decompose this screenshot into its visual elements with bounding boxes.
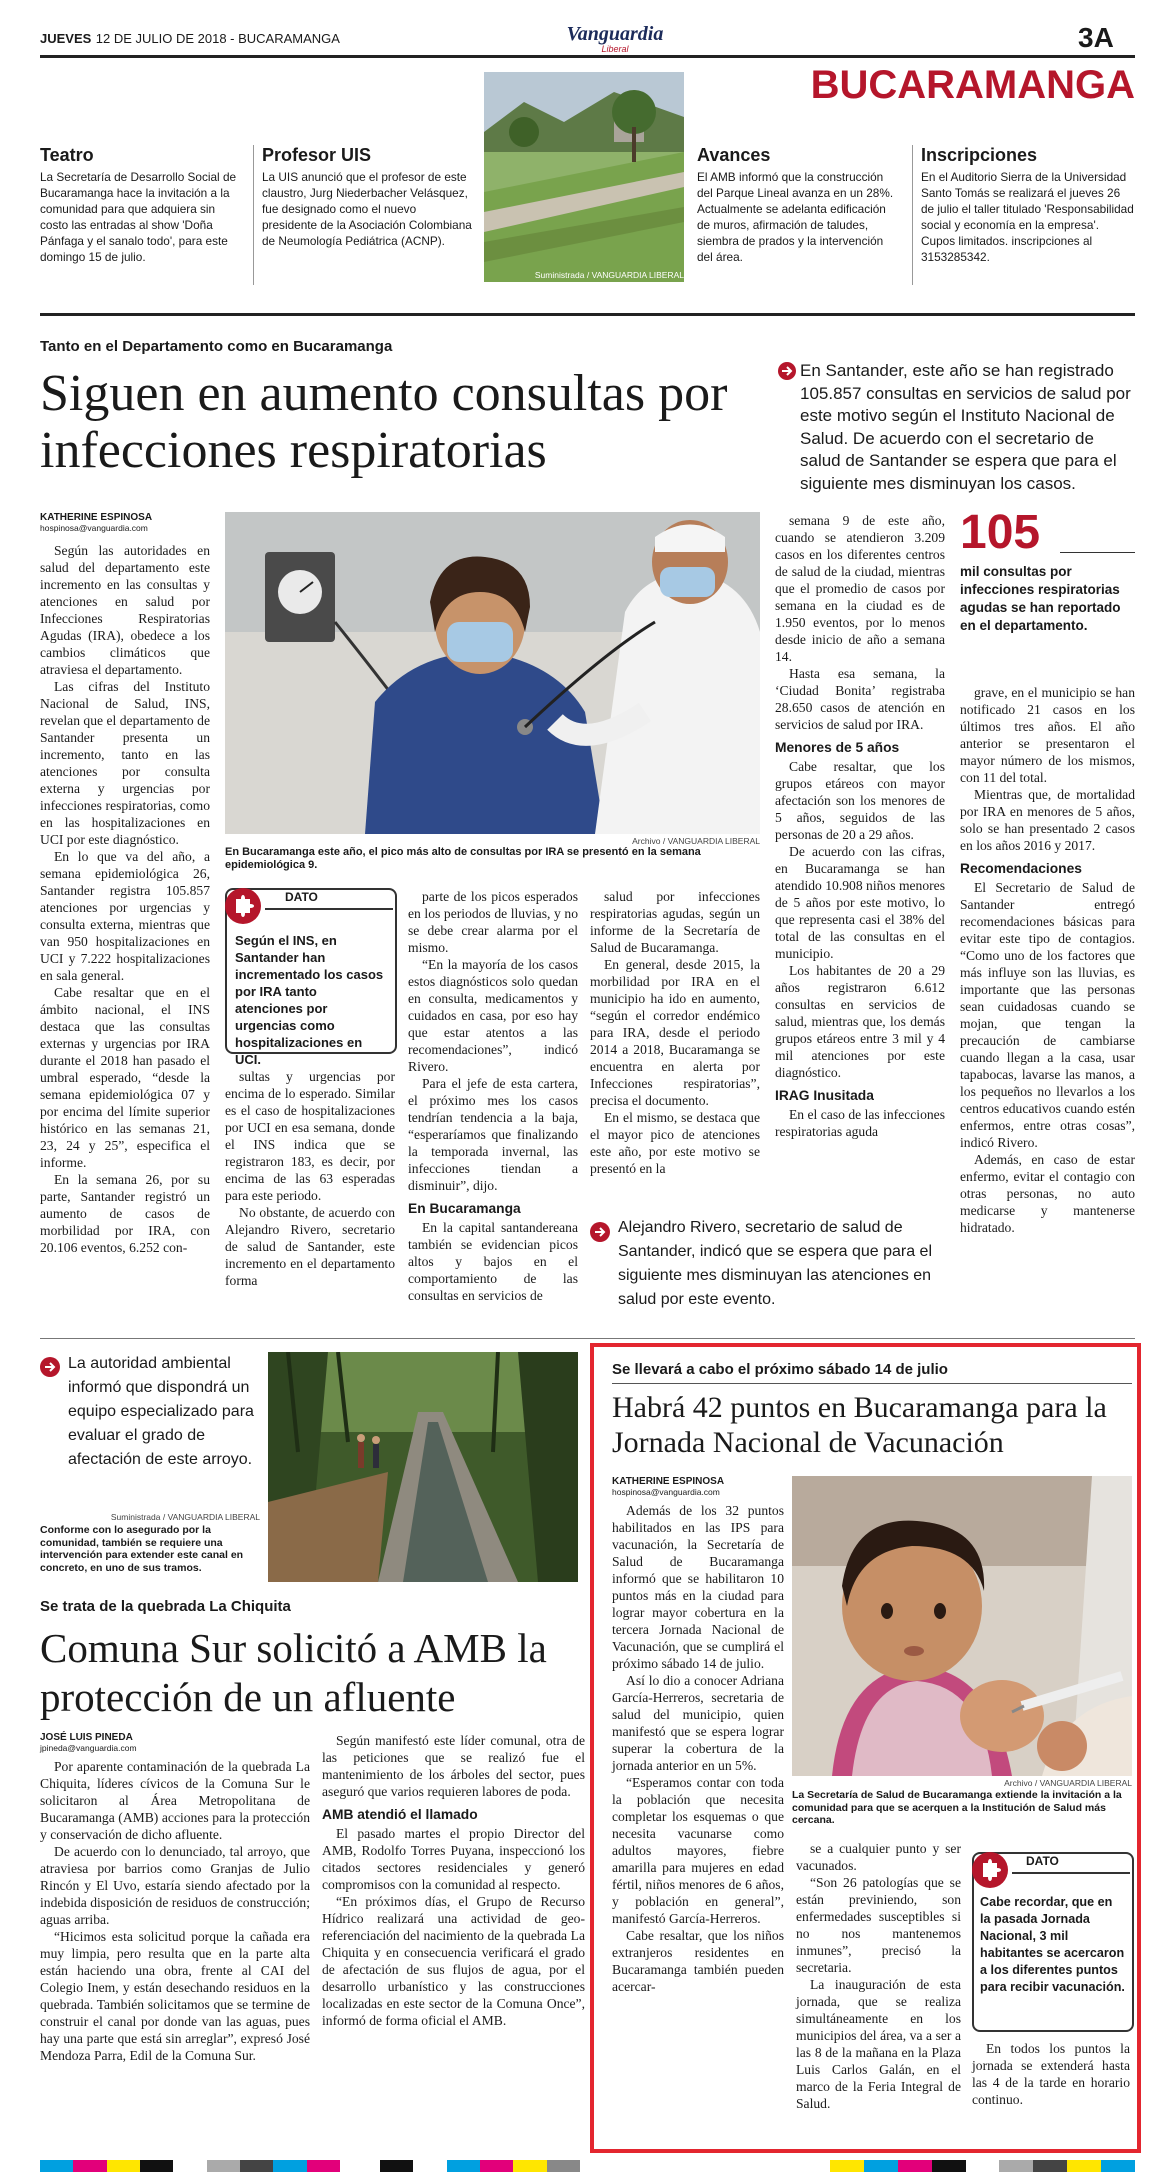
main-col-3 bbox=[408, 888, 578, 1304]
quote-arrow-icon bbox=[590, 1222, 610, 1242]
paragraph: De acuerdo con lo denunciado, tal arroyo, que atraviesa por barrios como Granjas de Julio Rincón y El Uvo, estaría siendo afectado por la indebida disposición de residuos de construcción; aguas arriba. bbox=[40, 1844, 310, 1927]
paragraph: Para el jefe de esta cartera, el próximo mes los casos tendrían tendencia a la baja, “esperaríamos que finalizando la temporada invernal, las infecciones tiendan a disminuir”, dijo. bbox=[408, 1076, 578, 1193]
registration-bar-left bbox=[40, 2160, 340, 2172]
comuna-kicker: Se trata de la quebrada La Chiquita bbox=[40, 1598, 291, 1615]
comuna-highlight: La autoridad ambiental informó que dispondrá un equipo especializado para evaluar el grado de afectación de este arroyo. bbox=[68, 1355, 254, 1468]
subhead-recomendaciones: Recomendaciones bbox=[960, 861, 1082, 876]
brief-text: En el Auditorio Sierra de la Universidad Santo Tomás se realizará el jueves 26 de julio el taller titulado 'Responsabilidad social y economía en la empresa'. Cupos limitados. inscripciones al 3153285342. bbox=[921, 170, 1134, 264]
paragraph: En el caso de las infecciones respiratorias aguda bbox=[775, 1107, 945, 1139]
main-col-4 bbox=[590, 888, 760, 1177]
main-photo-credit: Archivo / VANGUARDIA LIBERAL bbox=[632, 836, 760, 846]
vacuna-photo bbox=[792, 1476, 1132, 1776]
brief-text: El AMB informó que la construcción del Parque Lineal avanza en un 28%. Actualmente se adelanta edificación de muros, afirmación de taludes, siembra de prados y la intervención del área. bbox=[697, 170, 894, 264]
paragraph: Cabe resaltar, que los grupos etáreos con mayor afectación son los menores de 5 años, seguidos de las personas de 20 a 29 años. bbox=[775, 759, 945, 842]
byline-name: KATHERINE ESPINOSA bbox=[40, 512, 153, 523]
paragraph: Las cifras del Instituto Nacional de Salud, INS, revelan que el departamento de Santander presenta un incremento, tanto en las atenciones por consulta externa y urgencias por infecciones respiratorias, como en las hospitalizaciones en UCI por este diagnóstico. bbox=[40, 679, 210, 847]
dato-puzzle-icon bbox=[972, 1852, 1008, 1888]
stat-rule bbox=[1060, 552, 1135, 553]
dato-text: Cabe recordar, que en la pasada Jornada Nacional, 3 mil habitantes se acercaron a los diferentes puntos para recibir vacunación. bbox=[980, 1895, 1125, 1994]
paragraph: En la capital santandereana también se evidencian picos altos y bajos en el comportamiento de las consultas en servicios de bbox=[408, 1220, 578, 1303]
paragraph: En todos los puntos la jornada se extenderá hasta las 4 de la tarde en horario continuo. bbox=[972, 2041, 1130, 2107]
comuna-photo-image bbox=[268, 1352, 578, 1582]
briefs-rule bbox=[40, 313, 1135, 316]
main-col-5 bbox=[775, 512, 945, 1140]
main-dato-box bbox=[225, 888, 397, 1067]
comuna-col-1 bbox=[40, 1758, 310, 2064]
vacuna-kicker-rule bbox=[612, 1383, 1132, 1384]
subhead-irag: IRAG Inusitada bbox=[775, 1088, 874, 1103]
comuna-photo bbox=[268, 1352, 578, 1582]
stat-text: mil consultas por infecciones respiratorias agudas se han reportado en el departamento. bbox=[960, 564, 1121, 633]
byline-name: JOSÉ LUIS PINEDA bbox=[40, 1732, 133, 1743]
paragraph: Además, en caso de estar enfermo, evitar el contagio con otras personas, no auto medicarse y mantenerse hidratado. bbox=[960, 1152, 1135, 1235]
page-number: 3A bbox=[1078, 22, 1114, 53]
main-col-2 bbox=[225, 1068, 395, 1289]
section-title: BUCARAMANGA bbox=[810, 63, 1135, 107]
vacuna-headline: Habrá 42 puntos en Bucaramanga para la Jornada Nacional de Vacunación bbox=[612, 1391, 1107, 1459]
comuna-arrow-icon bbox=[40, 1357, 60, 1377]
paragraph: semana 9 de este año, cuando se atendieron 3.209 casos en los diferentes centros de salud de la ciudad, mientras que el promedio de casos por semana en la ciudad es de 1.950 eventos, por lo menos desde inicio de año a semana 14. bbox=[775, 513, 945, 664]
paragraph: salud por infecciones respiratorias agudas, según un informe de la Secretaría de Salud de Bucaramanga. bbox=[590, 889, 760, 955]
paragraph: Mientras que, de mortalidad por IRA en menores de 5 años, solo se han presentado 2 casos en los años 2016 y 2017. bbox=[960, 787, 1135, 853]
vacuna-col-3-text bbox=[972, 2040, 1130, 2108]
main-col-5-text bbox=[775, 512, 945, 733]
comuna-byline bbox=[40, 1732, 240, 1754]
brief-teatro bbox=[40, 145, 245, 265]
dato-text: Según el INS, en Santander han incrementado los casos por IRA tanto atenciones por urgencias como hospitalizaciones en UCI. bbox=[235, 933, 384, 1067]
comuna-col-1-text bbox=[40, 1758, 310, 2064]
paragraph: “En la mayoría de los casos estos diagnósticos solo quedan en consulta, medicamentos y cuidados en casa, por eso hay que estar atentos a las recomendaciones”, indicó Rivero. bbox=[408, 957, 578, 1074]
vacuna-byline bbox=[612, 1476, 782, 1498]
dato-puzzle-icon bbox=[225, 888, 261, 924]
vacuna-dato-box bbox=[972, 1852, 1134, 2032]
paragraph: En el mismo, se destaca que el mayor pico de atenciones este año, por este motivo se presentó en la bbox=[590, 1110, 760, 1176]
byline-name: KATHERINE ESPINOSA bbox=[612, 1476, 725, 1487]
paragraph: El Secretario de Salud de Santander entregó recomendaciones básicas para evitar este tipo de contagios. “Como uno de los factores que más influye son las lluvias, es importante que las personas sean cuidadosas cuando se mojan, que tengan la precaución de cambiarse cuando llegan a la casa, usar tapabocas, lavarse las manos, a los pequeños no llevarlos a los centros educativos cuando estén enfermos, entre otras cosas”, indicó Rivero. bbox=[960, 880, 1135, 1150]
header-rule bbox=[40, 55, 1135, 58]
logo-sub: Liberal bbox=[601, 44, 629, 54]
subhead-menores: Menores de 5 años bbox=[775, 740, 900, 755]
brief-title: Avances bbox=[697, 145, 771, 165]
main-col-1-text bbox=[40, 542, 210, 1256]
vacuna-kicker: Se llevará a cabo el próximo sábado 14 de julio bbox=[612, 1361, 948, 1378]
section-rule bbox=[40, 1338, 1135, 1339]
paragraph: Cabe resaltar que en el ámbito nacional, el INS destaca que las consultas externas y urgencias por IRA durante el 2018 han pasado el umbral esperado, “desde la semana epidemiológica 07 y por encima del límite superior histórico en las semanas 21, 23, 24 y 25”, especifica el informe. bbox=[40, 985, 210, 1170]
paragraph: “Son 26 patologías que se están previniendo, son enfermedades susceptibles si no nos mantenemos inmunes”, precisó la secretaria. bbox=[796, 1875, 961, 1975]
vacuna-col-1-text bbox=[612, 1502, 784, 1995]
comuna-photo-caption: Conforme con lo asegurado por la comunidad, también se requiere una intervención para extender este canal en concreto, en uno de sus tramos. bbox=[40, 1524, 244, 1574]
paragraph: parte de los picos esperados en los periodos de lluvias, y no se debe crear alarma por el mismo. bbox=[408, 889, 578, 955]
park-photo-image bbox=[484, 72, 684, 282]
paragraph: grave, en el municipio se han notificado 21 casos en los últimos tres años. El año anterior se presentaron el mayor número de los mismos, con 11 del total. bbox=[960, 685, 1135, 785]
stat-number: 105 bbox=[960, 506, 1041, 559]
main-col-3b-text bbox=[408, 1219, 578, 1304]
brief-title: Teatro bbox=[40, 145, 94, 165]
main-col-4-text bbox=[590, 888, 760, 1177]
main-col-6 bbox=[960, 684, 1135, 1236]
vacuna-col-3 bbox=[972, 2040, 1130, 2108]
main-col-6-text bbox=[960, 684, 1135, 854]
paragraph: “En próximos días, el Grupo de Recurso Hídrico realizará una actividad de geo-referenciación del nacimiento de la quebrada La Chiquita y en consecuencia verificará el grado de afectación de sus flujos de agua, por el desarrollo urbanístico y las construcciones localizadas en este sector de la Comuna Once”, informó de forma oficial el AMB. bbox=[322, 1894, 585, 2028]
paragraph: En general, desde 2015, la morbilidad por IRA en el municipio ha ido en aumento, “según el corredor endémico para IRA, desde el periodo 2014 a 2018, Bucaramanga se encuentra en alerta por Infecciones respiratorias”, precisa el documento. bbox=[590, 957, 760, 1108]
paragraph: “Hicimos esta solicitud porque la cañada era muy limpia, pero resulta que en la parte alta están haciendo una obra, frente al CAI del Colegio Inem, y están desechando residuos en la quebrada. También solicitamos que se termine de construir el canal por donde van las aguas, pues hay una parte que está sin arreglar”, expresó José Mendoza Parra, Edil de la Comuna Sur. bbox=[40, 1929, 310, 2063]
main-byline bbox=[40, 512, 200, 534]
paragraph: Por aparente contaminación de la quebrada La Chiquita, líderes cívicos de la Comuna Sur le solicitaron al Área Metropolitana de Bucaramanga (AMB) acciones para la protección y conservación de dicho afluente. bbox=[40, 1759, 310, 1842]
main-col-6b-text bbox=[960, 879, 1135, 1236]
header-date: 12 DE JULIO DE 2018 - BUCARAMANGA bbox=[95, 31, 340, 46]
main-col-3-text bbox=[408, 888, 578, 1194]
paragraph: Así lo dio a conocer Adriana García-Herreros, secretaria de salud del municipio, quien manifestó que se espera lograr superar la cobertura de la jornada anterior en un 5%. bbox=[612, 1673, 784, 1773]
arrow-bullet-icon bbox=[778, 362, 796, 380]
paragraph: Según manifestó este líder comunal, otra de las peticiones que se realizó fue el mantenimiento de los árboles del sector, pues aseguró que varios requieren labores de poda. bbox=[322, 1733, 585, 1799]
vacuna-col-2-text bbox=[796, 1840, 961, 2112]
comuna-headline: Comuna Sur solicitó a AMB la protección de un afluente bbox=[40, 1625, 547, 1720]
main-photo bbox=[225, 512, 760, 834]
header-day: JUEVES bbox=[40, 31, 92, 46]
subhead-amb: AMB atendió el llamado bbox=[322, 1807, 478, 1822]
paragraph: Hasta esa semana, la ‘Ciudad Bonita’ registraba 28.650 casos de atención en servicios de salud por IRA. bbox=[775, 666, 945, 732]
brief-title: Profesor UIS bbox=[262, 145, 372, 165]
main-headline: Siguen en aumento consultas por infecciones respiratorias bbox=[40, 365, 728, 479]
main-summary: En Santander, este año se han registrado 105.857 consultas en servicios de salud por este motivo según el Instituto Nacional de Salud. De acuerdo con el secretario de salud de Santander se espera que para el siguiente mes disminuyan los casos. bbox=[800, 361, 1131, 493]
comuna-col-2 bbox=[322, 1732, 585, 2029]
paragraph: Los habitantes de 20 a 29 años registraron 6.612 consultas en servicios de salud, mientras que, los demás grupos etáreos entre 3 mil y 4 mil atenciones por este diagnóstico. bbox=[775, 963, 945, 1080]
masthead-logo bbox=[540, 24, 690, 54]
main-col-5b-text bbox=[775, 758, 945, 1081]
main-col-2-text bbox=[225, 1068, 395, 1289]
park-photo bbox=[484, 72, 684, 282]
vacuna-col-1 bbox=[612, 1502, 784, 1995]
main-quote: Alejandro Rivero, secretario de salud de Santander, indicó que se espera que para el siguiente mes disminuyan las atenciones en salud por este evento. bbox=[618, 1219, 933, 1308]
paragraph: Además de los 32 puntos habilitados en las IPS para vacunación, la Secretaría de Salud de Bucaramanga informó que se habilitaron 10 puntos más en la ciudad para lograr mayor cobertura en la tercera Jornada Nacional de Vacunación, que se cumplirá el próximo sábado 14 de julio. bbox=[612, 1503, 784, 1671]
paragraph: “Esperamos contar con toda la población que necesita completar los esquemas o que necesita vacunarse como adultos mayores, fiebre amarilla para mujeres en edad fértil, niños menores de 6 años, y población en general”, manifestó García-Herreros. bbox=[612, 1775, 784, 1926]
byline-email: hospinosa@vanguardia.com bbox=[612, 1487, 720, 1497]
vacuna-col-2 bbox=[796, 1840, 961, 2112]
paragraph: El pasado martes el propio Director del AMB, Rodolfo Torres Puyana, inspeccionó los citados sectores residenciales y generó compromisos con la comunidad al respecto. bbox=[322, 1826, 585, 1892]
park-photo-credit: Suministrada / VANGUARDIA LIBERAL bbox=[534, 270, 684, 280]
vacuna-photo-credit: Archivo / VANGUARDIA LIBERAL bbox=[1004, 1778, 1132, 1788]
brief-text: La UIS anunció que el profesor de este claustro, Jurg Niederbacher Velásquez, fue designado como el nuevo presidente de la Asociación Colombiana de Neumología Pediátrica (ACNP). bbox=[262, 170, 472, 248]
brief-profesor bbox=[262, 145, 472, 249]
dato-rule bbox=[1012, 1872, 1130, 1874]
registration-bar-middle bbox=[380, 2160, 580, 2172]
vacuna-photo-image bbox=[792, 1476, 1132, 1776]
comuna-col-2-text bbox=[322, 1732, 585, 1800]
dato-label: DATO bbox=[285, 890, 318, 904]
comuna-col-2b-text bbox=[322, 1825, 585, 2029]
logo-main: Vanguardia bbox=[566, 23, 664, 45]
subhead-en-bucaramanga: En Bucaramanga bbox=[408, 1201, 521, 1216]
main-col-5c-text bbox=[775, 1106, 945, 1140]
paragraph: Cabe resaltar, que los niños extranjeros residentes en Bucaramanga también pueden acercar- bbox=[612, 1928, 784, 1994]
dato-rule bbox=[265, 908, 393, 910]
brief-text: La Secretaría de Desarrollo Social de Bucaramanga hace la invitación a la comunidad para que adquiera sin costo las entradas al show 'Doña Pánfaga y el sanalo todo', para este domingo 15 de julio. bbox=[40, 170, 237, 264]
vacuna-photo-caption: La Secretaría de Salud de Bucaramanga extiende la invitación a la comunidad para que se acerquen a la Institución de Salud más cercana. bbox=[792, 1789, 1122, 1826]
dato-label: DATO bbox=[1026, 1854, 1059, 1868]
paragraph: De acuerdo con las cifras, en Bucaramanga se han atendido 10.908 niños menores de 5 años por este motivo, lo que representa casi el 38% del total de las consultas en el municipio. bbox=[775, 844, 945, 961]
paragraph: La inauguración de esta jornada, que se realiza simultáneamente en los municipios del área, va a ser a las 8 de la mañana en la Plaza Luis Carlos Galán, en el marco de la Feria Integral de Salud. bbox=[796, 1977, 961, 2111]
brief-avances bbox=[697, 145, 902, 265]
main-kicker: Tanto en el Departamento como en Bucaramanga bbox=[40, 338, 393, 355]
paragraph: En lo que va del año, a semana epidemiológica 26, Santander registra 105.857 atenciones por urgencias y consulta externa, mientras que van 950 hospitalizaciones en UCI y 7.222 hospitalizaciones en sala general. bbox=[40, 849, 210, 983]
main-photo-caption: En Bucaramanga este año, el pico más alto de consultas por IRA se presentó en la semana epidemiológica 9. bbox=[225, 846, 701, 871]
brief-inscripciones bbox=[921, 145, 1135, 265]
paragraph: sultas y urgencias por encima de lo esperado. Similar es el caso de hospitalizaciones por UCI en esa semana, donde el INS indica que se registraron 183, es decir, por encima de las 63 esperadas para este periodo. bbox=[225, 1069, 395, 1203]
main-photo-image bbox=[225, 512, 760, 834]
paragraph: En la semana 26, por su parte, Santander registró un aumento de casos de morbilidad por IRA, con 20.106 eventos, 6.252 con- bbox=[40, 1172, 210, 1255]
byline-email: jpineda@vanguardia.com bbox=[40, 1743, 137, 1753]
registration-bar-right bbox=[830, 2160, 1135, 2172]
paragraph: No obstante, de acuerdo con Alejandro Rivero, secretario de salud de Santander, este incremento en el departamento forma bbox=[225, 1205, 395, 1288]
brief-title: Inscripciones bbox=[921, 145, 1038, 165]
paragraph: se a cualquier punto y ser vacunados. bbox=[796, 1841, 961, 1873]
comuna-photo-credit: Suministrada / VANGUARDIA LIBERAL bbox=[110, 1512, 260, 1522]
paragraph: Según las autoridades en salud del departamento este incremento en las consultas y atenciones en salud por Infecciones Respiratorias Agudas (IRA), obedece a los cambios climáticos que atraviesa el departamento. bbox=[40, 543, 210, 677]
byline-email: hospinosa@vanguardia.com bbox=[40, 523, 148, 533]
brief-divider bbox=[912, 145, 913, 285]
main-col-1 bbox=[40, 542, 210, 1256]
brief-divider bbox=[253, 145, 254, 285]
